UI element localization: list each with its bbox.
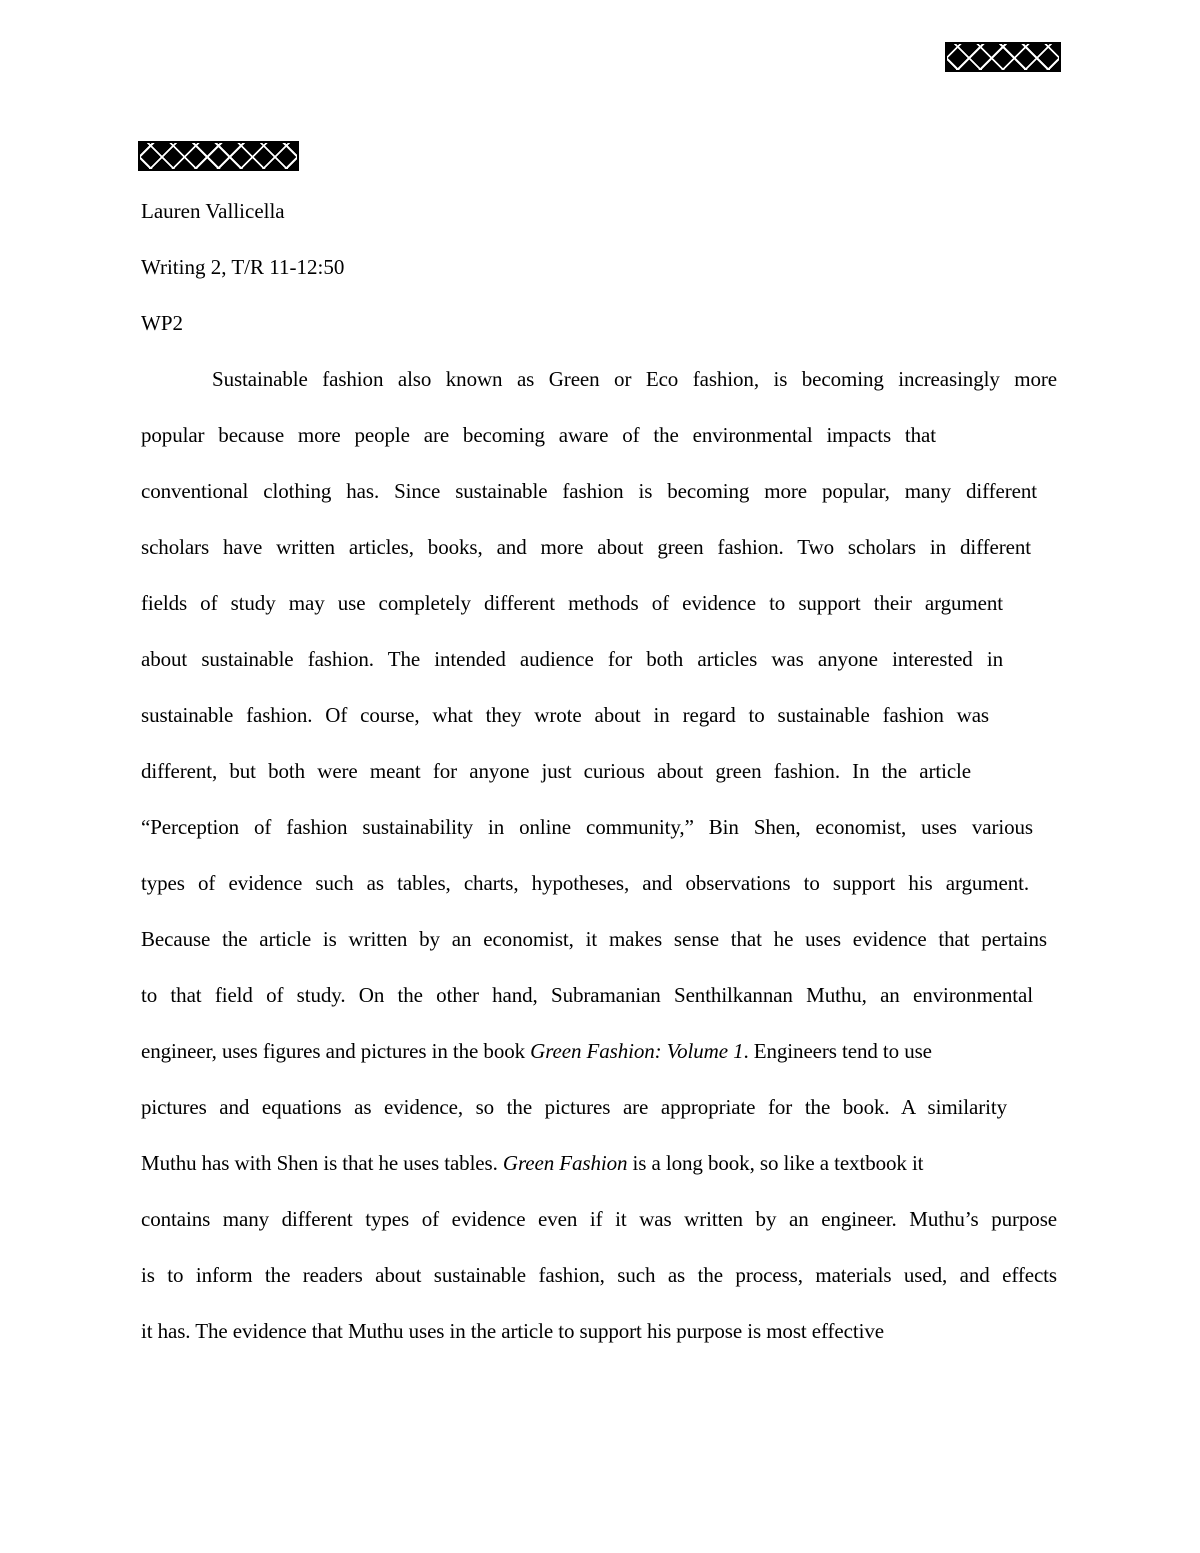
- redacted-page-header: [945, 42, 1061, 72]
- text-run: is a long book, so like a textbook it: [627, 1151, 924, 1175]
- book-title: Green Fashion: [502, 1151, 628, 1175]
- paragraph-line: [141, 1149, 923, 1177]
- paragraph-line: popular because more people are becoming aware of the environmental impacts that: [141, 423, 936, 447]
- paragraph-line: “Perception of fashion sustainability in online community,” Bin Shen, economist, uses various: [141, 815, 1033, 839]
- paragraph-line: about sustainable fashion. The intended audience for both articles was anyone interested in: [141, 647, 1003, 671]
- redacted-student-id: [138, 141, 299, 171]
- paragraph-line: is to inform the readers about sustainable fashion, such as the process, materials used, and effects: [141, 1263, 1057, 1287]
- text-run: Muthu has with Shen is that he uses tables.: [141, 1151, 503, 1175]
- paragraph-line: different, but both were meant for anyone just curious about green fashion. In the article: [141, 759, 971, 783]
- paragraph-line: sustainable fashion. Of course, what they wrote about in regard to sustainable fashion was: [141, 703, 989, 727]
- text-run: . Engineers tend to use: [743, 1039, 932, 1063]
- author-name: Lauren Vallicella: [141, 199, 285, 223]
- paragraph-line: Sustainable fashion also known as Green or Eco fashion, is becoming increasingly more: [212, 367, 1057, 391]
- paragraph-line: conventional clothing has. Since sustainable fashion is becoming more popular, many different: [141, 479, 1037, 503]
- paragraph-line: Because the article is written by an economist, it makes sense that he uses evidence that pertains: [141, 927, 1047, 951]
- paragraph-line: types of evidence such as tables, charts, hypotheses, and observations to support his argument.: [141, 871, 1029, 895]
- text-run: engineer, uses figures and pictures in the book: [141, 1039, 531, 1063]
- paragraph-line: [141, 1037, 932, 1065]
- paragraph-line: contains many different types of evidence even if it was written by an engineer. Muthu’s purpose: [141, 1207, 1057, 1231]
- paragraph-line: it has. The evidence that Muthu uses in the article to support his purpose is most effective: [141, 1319, 884, 1343]
- paragraph-line: to that field of study. On the other hand, Subramanian Senthilkannan Muthu, an environmental: [141, 983, 1033, 1007]
- paragraph-line: fields of study may use completely different methods of evidence to support their argument: [141, 591, 1003, 615]
- book-title: Green Fashion: Volume 1: [530, 1039, 744, 1063]
- paragraph-line: scholars have written articles, books, and more about green fashion. Two scholars in different: [141, 535, 1031, 559]
- paragraph-line: pictures and equations as evidence, so the pictures are appropriate for the book. A similarity: [141, 1095, 1007, 1119]
- assignment-label: WP2: [141, 311, 183, 335]
- course-info: Writing 2, T/R 11-12:50: [141, 255, 345, 279]
